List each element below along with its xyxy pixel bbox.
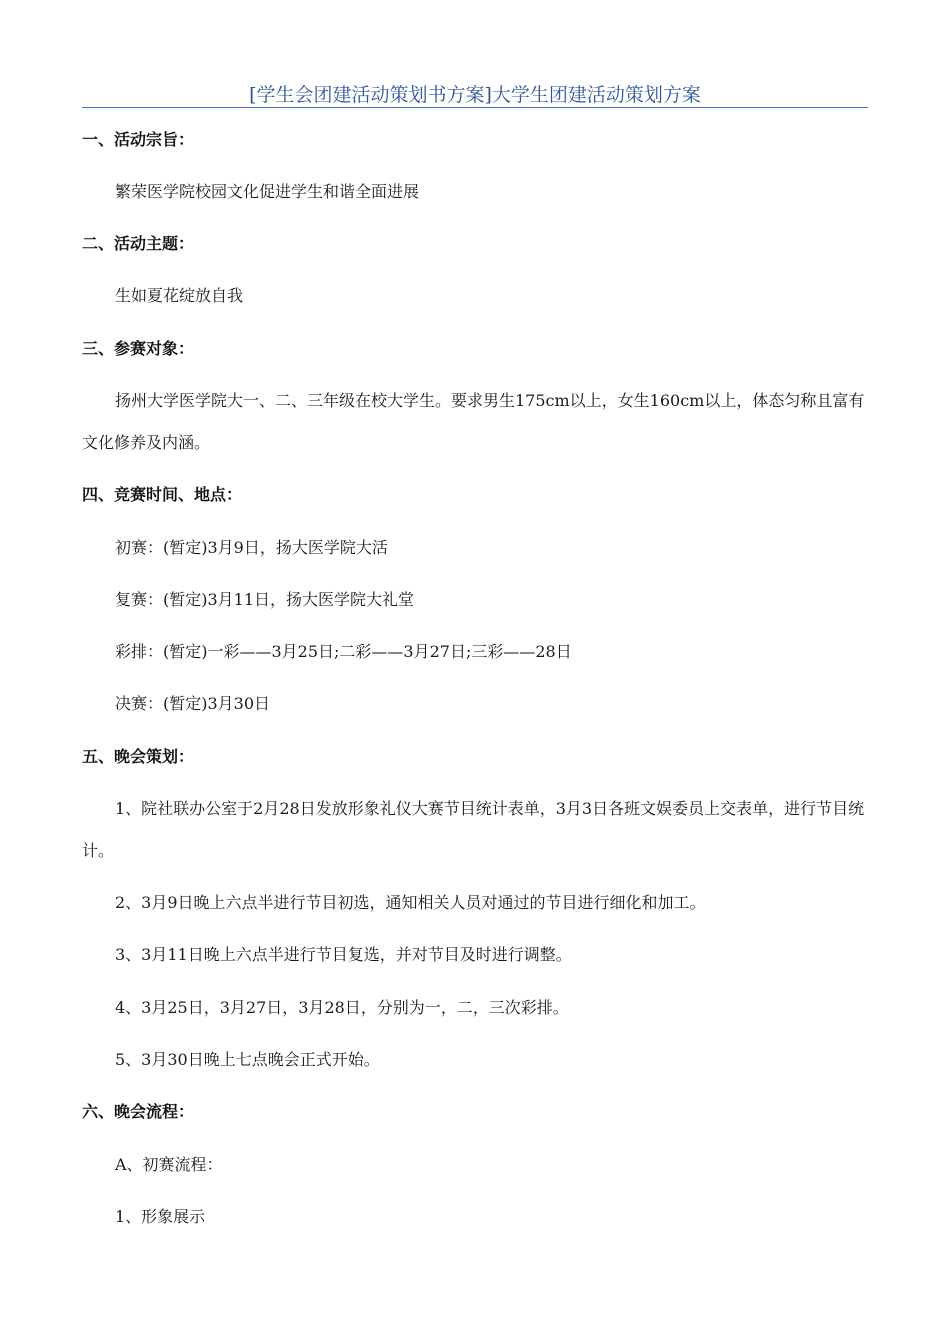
flow-item-image-display: 1、形象展示 bbox=[115, 1207, 206, 1226]
planning-item-3: 3、3月11日晚上六点半进行节目复选，并对节目及时进行调整。 bbox=[115, 945, 572, 964]
schedule-item-final: 决赛：(暂定)3月30日 bbox=[115, 694, 271, 713]
paragraph-participants: 扬州大学医学院大一、二、三年级在校大学生。要求男生175cm以上，女生160cm以上，体态匀称且富有文化修养及内涵。 bbox=[82, 391, 865, 452]
section-heading-participants: 三、参赛对象： bbox=[82, 339, 195, 358]
planning-item-5: 5、3月30日晚上七点晚会正式开始。 bbox=[115, 1050, 380, 1069]
title-divider bbox=[82, 107, 868, 108]
schedule-item-preliminary: 初赛：(暂定)3月9日，扬大医学院大活 bbox=[115, 538, 388, 557]
paragraph-theme: 生如夏花绽放自我 bbox=[115, 286, 244, 305]
section-heading-theme: 二、活动主题： bbox=[82, 234, 195, 253]
schedule-item-semifinal: 复赛：(暂定)3月11日，扬大医学院大礼堂 bbox=[115, 590, 415, 609]
section-heading-purpose: 一、活动宗旨： bbox=[82, 130, 195, 149]
planning-item-4: 4、3月25日，3月27日，3月28日，分别为一，二，三次彩排。 bbox=[115, 998, 569, 1017]
section-heading-schedule: 四、竞赛时间、地点： bbox=[82, 485, 243, 504]
document-title: [学生会团建活动策划书方案]大学生团建活动策划方案 bbox=[249, 84, 701, 106]
section-heading-flow: 六、晚会流程： bbox=[82, 1102, 195, 1121]
planning-item-1: 1、院社联办公室于2月28日发放形象礼仪大赛节目统计表单，3月3日各班文娱委员上交表单，进行节目统计。 bbox=[82, 799, 865, 860]
schedule-item-rehearsal: 彩排：(暂定)一彩——3月25日;二彩——3月27日;三彩——28日 bbox=[115, 642, 572, 661]
flow-item-preliminary: A、初赛流程： bbox=[115, 1155, 223, 1174]
planning-item-2: 2、3月9日晚上六点半进行节目初选，通知相关人员对通过的节目进行细化和加工。 bbox=[115, 893, 706, 912]
paragraph-purpose: 繁荣医学院校园文化促进学生和谐全面进展 bbox=[115, 182, 420, 201]
section-heading-planning: 五、晚会策划： bbox=[82, 747, 195, 766]
